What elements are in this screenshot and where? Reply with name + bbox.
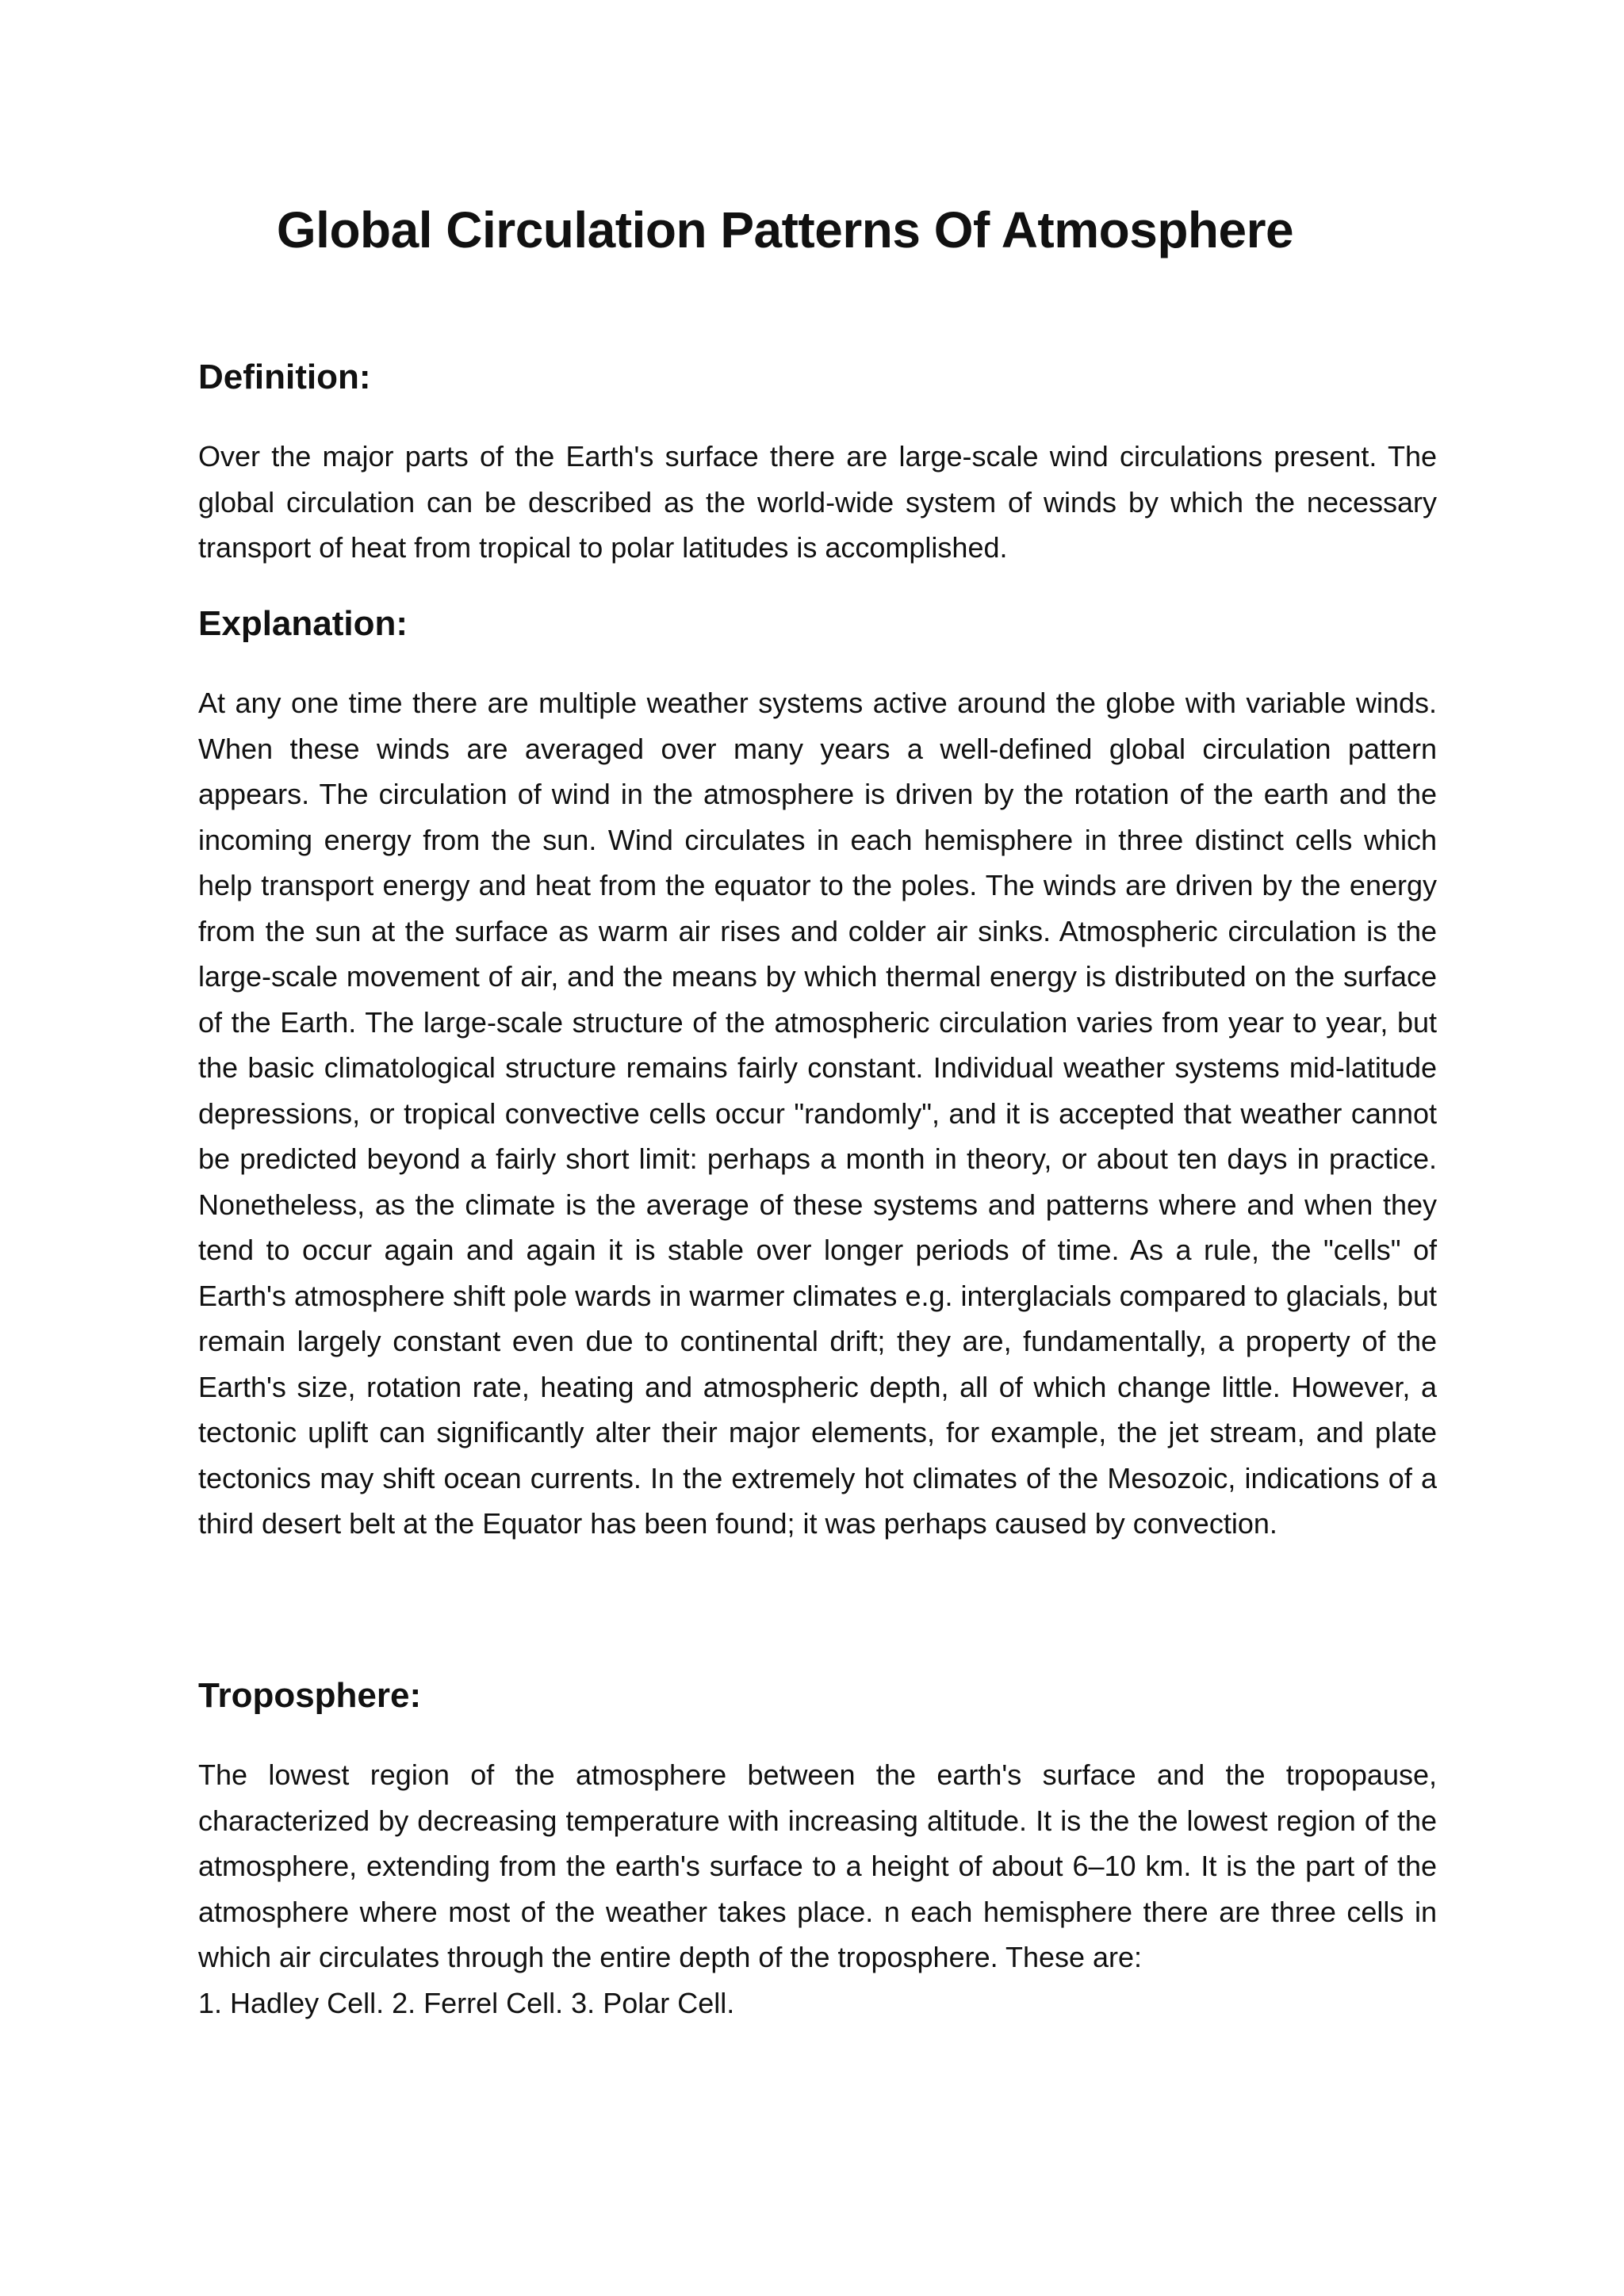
document-title: Global Circulation Patterns Of Atmosphere <box>276 201 1294 258</box>
explanation-paragraph: At any one time there are multiple weather systems active around the globe with variable winds. When these winds are averaged over many years a well-defined global circulation pattern appears. The circulation of wind in the atmosphere is driven by the rotation of the earth and the incoming energy from the sun. Wind circulates in each hemisphere in three distinct cells which help transport energy and heat from the equator to the poles. The winds are driven by the energy from the sun at the surface as warm air rises and colder air sinks. Atmospheric circulation is the large-scale movement of air, and the means by which thermal energy is distributed on the surface of the Earth. The large-scale structure of the atmospheric circulation varies from year to year, but the basic climatological structure remains fairly constant. Individual weather systems mid-latitude depressions, or tropical convective cells occur "randomly", and it is accepted that weather cannot be predicted beyond a fairly short limit: perhaps a month in theory, or about ten days in practice. Nonetheless, as the climate is the average of these systems and patterns where and when they tend to occur again and again it is stable over longer periods of time. As a rule, the "cells" of Earth's atmosphere shift pole wards in warmer climates e.g. interglacials compared to glacials, but remain largely constant even due to continental drift; they are, fundamentally, a property of the Earth's size, rotation rate, heating and atmospheric depth, all of which change little. However, a tectonic uplift can significantly alter their major elements, for example, the jet stream, and plate tectonics may shift ocean currents. In the extremely hot climates of the Mesozoic, indications of a third desert belt at the Equator has been found; it was perhaps caused by convection. <box>198 687 1437 1540</box>
definition-heading: Definition: <box>198 358 371 396</box>
troposphere-paragraph: The lowest region of the atmosphere between the earth's surface and the tropopause, characterized by decreasing temperature with increasing altitude. It is the the lowest region of the atmosphere, extending from the earth's surface to a height of about 6–10 km. It is the part of the atmosphere where most of the weather takes place. n each hemisphere there are three cells in which air circulates through the entire depth of the troposphere. These are: <box>198 1758 1437 1973</box>
definition-section <box>198 356 1437 571</box>
troposphere-heading: Troposphere: <box>198 1676 422 1715</box>
troposphere-section <box>198 1674 1437 2026</box>
explanation-section <box>198 603 1437 1547</box>
explanation-heading: Explanation: <box>198 604 408 643</box>
definition-paragraph: Over the major parts of the Earth's surface there are large-scale wind circulations present. The global circulation can be described as the world-wide system of winds by which the necessary transport of heat from tropical to polar latitudes is accomplished. <box>198 440 1437 564</box>
circulation-cells-list: 1. Hadley Cell. 2. Ferrel Cell. 3. Polar Cell. <box>198 1986 735 2019</box>
